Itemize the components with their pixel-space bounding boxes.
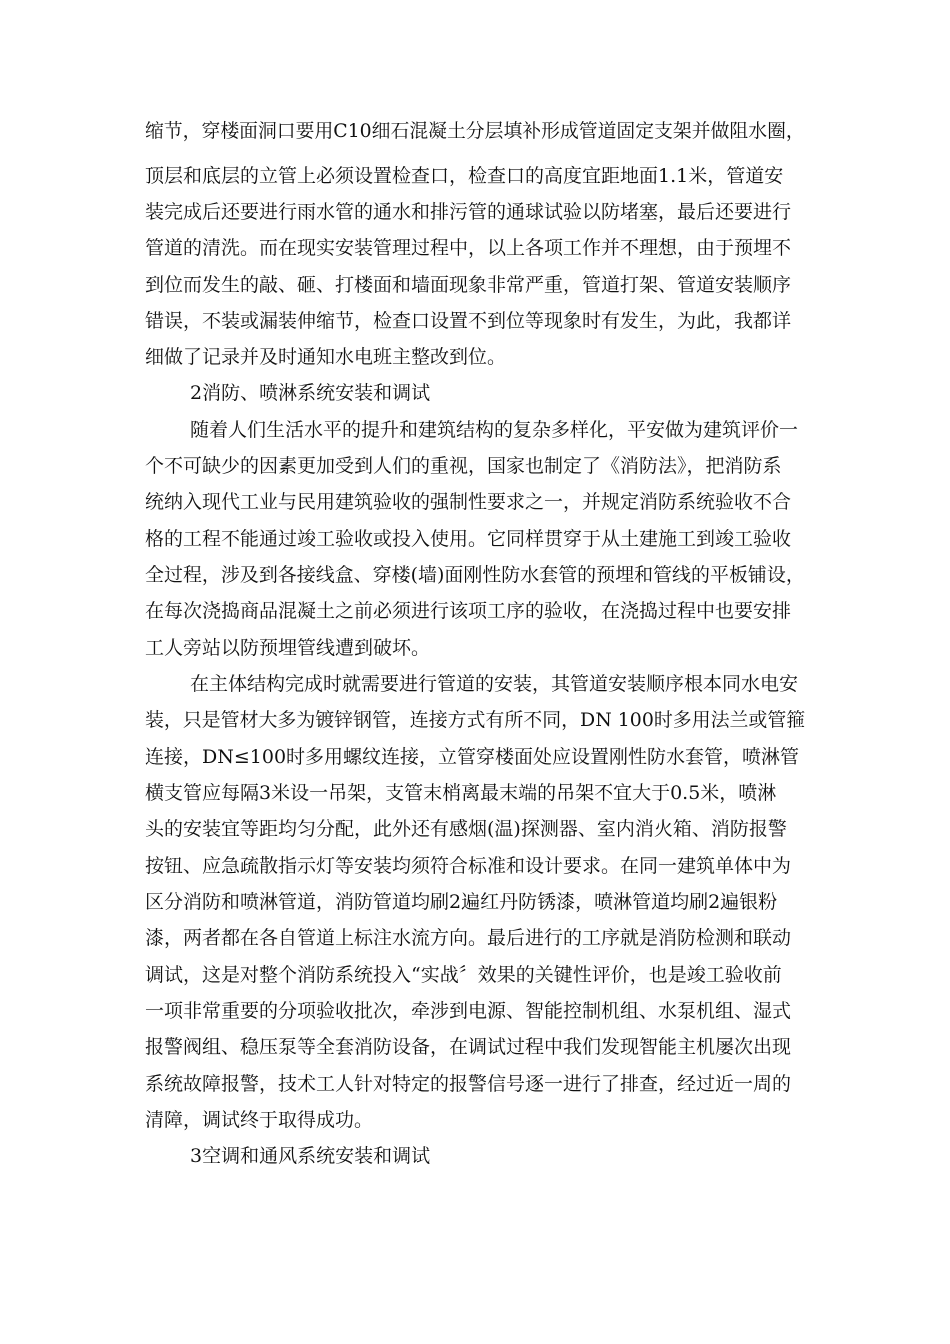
line-text: 区分消防和喷淋管道，消防管道均刷2遍红丹防锈漆，喷淋管道均刷2遍银粉	[145, 891, 778, 913]
text-line	[0, 303, 950, 339]
line-text: 在主体结构完成时就需要进行管道的安装，其管道安装顺序根本同水电安	[190, 673, 799, 695]
text-line	[0, 557, 950, 593]
line-text: 漆，两者都在各自管道上标注水流方向。最后进行的工序就是消防检测和联动	[145, 927, 792, 949]
line-text: 缩节，穿楼面洞口要用C10细石混凝土分层填补形成管道固定支架并做阻水圈，	[145, 120, 805, 142]
text-line	[0, 267, 950, 303]
text-line	[0, 666, 950, 702]
line-text: 个不可缺少的因素更加受到人们的重视，国家也制定了《消防法》，把消防系	[145, 455, 782, 477]
text-line	[0, 957, 950, 993]
line-text: 错误，不装或漏装伸缩节，检查口设置不到位等现象时有发生，为此，我都详	[145, 310, 792, 332]
text-line	[0, 412, 950, 448]
line-text: 系统故障报警，技术工人针对特定的报警信号逐一进行了排查，经过近一周的	[145, 1073, 792, 1095]
line-text: 细做了记录并及时通知水电班主整改到位。	[145, 346, 507, 368]
line-text: 顶层和底层的立管上必须设置检查口，检查口的高度宜距地面1.1米，管道安	[145, 165, 784, 187]
text-line	[0, 484, 950, 520]
line-text: 统纳入现代工业与民用建筑验收的强制性要求之一，并规定消防系统验收不合	[145, 491, 792, 513]
line-text: 全过程，涉及到各接线盒、穿楼(墙)面刚性防水套管的预埋和管线的平板铺设，	[145, 564, 805, 586]
section-heading-text: 3空调和通风系统安装和调试	[190, 1145, 431, 1167]
text-line	[0, 1102, 950, 1138]
text-line	[0, 194, 950, 230]
line-text: 清障，调试终于取得成功。	[145, 1109, 374, 1131]
section-heading-text: 2消防、喷淋系统安装和调试	[190, 382, 431, 404]
text-line	[0, 521, 950, 557]
line-text: 管道的清洗。而在现实安装管理过程中，以上各项工作并不理想，由于预埋不	[145, 237, 792, 259]
text-line	[0, 448, 950, 484]
line-text: 在每次浇捣商品混凝土之前必须进行该项工序的验收，在浇捣过程中也要安排	[145, 600, 792, 622]
line-text: 调试，这是对整个消防系统投入“实战〞效果的关键性评价，也是竣工验收前	[145, 964, 782, 986]
line-text: 到位而发生的敲、砸、打楼面和墙面现象非常严重，管道打架、管道安装顺序	[145, 274, 792, 296]
text-line	[0, 739, 950, 775]
text-line	[0, 339, 950, 375]
text-line	[0, 848, 950, 884]
text-line	[0, 993, 950, 1029]
line-text: 装，只是管材大多为镀锌钢管，连接方式有所不同，DN 100时多用法兰或管箍	[145, 709, 806, 731]
text-line	[0, 113, 950, 149]
line-text: 报警阀组、稳压泵等全套消防设备，在调试过程中我们发现智能主机屡次出现	[145, 1036, 792, 1058]
text-line	[0, 158, 950, 194]
line-text: 头的安装宜等距均匀分配，此外还有感烟(温)探测器、室内消火箱、消防报警	[145, 818, 787, 840]
text-line	[0, 1066, 950, 1102]
text-line	[0, 884, 950, 920]
text-line	[0, 920, 950, 956]
line-text: 按钮、应急疏散指示灯等安装均须符合标准和设计要求。在同一建筑单体中为	[145, 855, 792, 877]
line-text: 连接，DN≤100时多用螺纹连接，立管穿楼面处应设置刚性防水套管，喷淋管	[145, 746, 800, 768]
text-line	[0, 230, 950, 266]
line-text: 工人旁站以防预埋管线遭到破坏。	[145, 637, 431, 659]
text-line	[0, 702, 950, 738]
section-heading	[0, 1138, 950, 1174]
line-text: 装完成后还要进行雨水管的通水和排污管的通球试验以防堵塞，最后还要进行	[145, 201, 792, 223]
section-heading	[0, 375, 950, 411]
text-line	[0, 1029, 950, 1065]
text-line	[0, 775, 950, 811]
line-text: 格的工程不能通过竣工验收或投入使用。它同样贯穿于从土建施工到竣工验收	[145, 528, 792, 550]
text-line	[0, 593, 950, 629]
line-text: 一项非常重要的分项验收批次，牵涉到电源、智能控制机组、水泵机组、湿式	[145, 1000, 792, 1022]
text-line	[0, 630, 950, 666]
text-line	[0, 811, 950, 847]
line-text: 横支管应每隔3米设一吊架，支管末梢离最末端的吊架不宜大于0.5米，喷淋	[145, 782, 777, 804]
line-text: 随着人们生活水平的提升和建筑结构的复杂多样化，平安做为建筑评价一	[190, 419, 799, 441]
